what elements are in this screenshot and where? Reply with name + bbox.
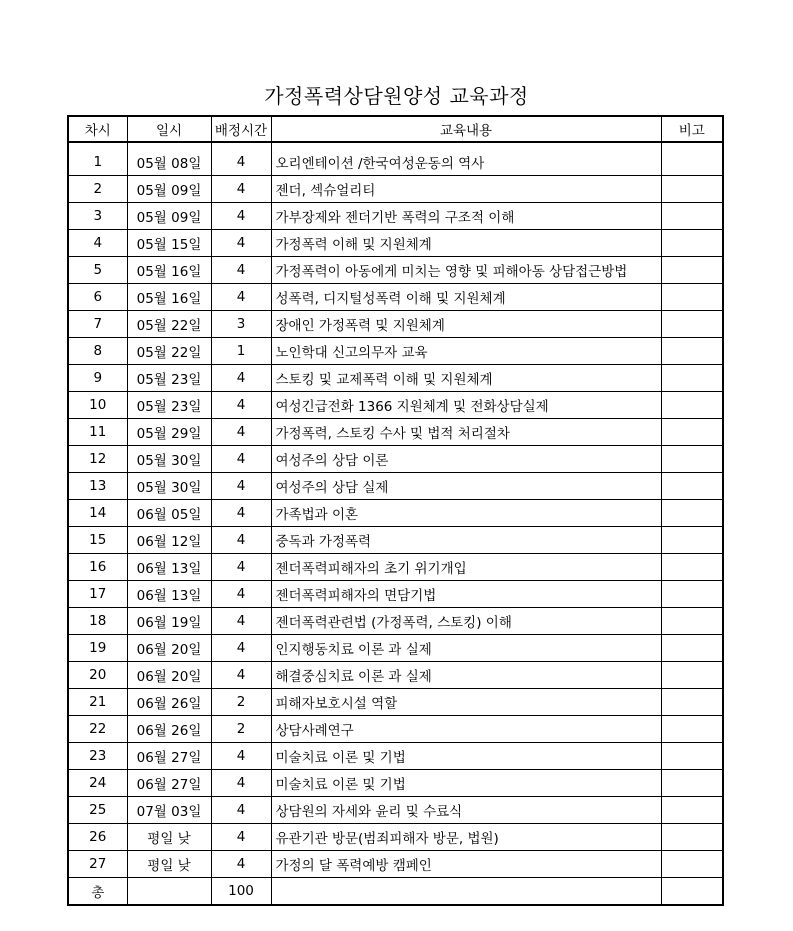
cell-session: 25 [68,797,127,824]
table-row [68,635,723,662]
cell-hours: 4 [211,257,271,284]
cell-note [661,500,723,527]
total-date [127,878,211,906]
cell-note [661,311,723,338]
cell-session: 9 [68,365,127,392]
cell-note [661,662,723,689]
table-row [68,689,723,716]
cell-session: 21 [68,689,127,716]
cell-note [661,149,723,176]
total-content [271,878,661,906]
cell-session: 6 [68,284,127,311]
cell-date: 05월 30일 [127,473,211,500]
table-row [68,257,723,284]
cell-session: 16 [68,554,127,581]
cell-date: 평일 낮 [127,824,211,851]
cell-note [661,608,723,635]
cell-note [661,338,723,365]
table-row [68,365,723,392]
table-row [68,149,723,176]
cell-content: 중독과 가정폭력 [271,527,661,554]
cell-hours: 4 [211,743,271,770]
cell-hours: 4 [211,608,271,635]
cell-content: 유관기관 방문(범죄피해자 방문, 법원) [271,824,661,851]
cell-session: 14 [68,500,127,527]
table-row [68,446,723,473]
table-row [68,743,723,770]
cell-session: 26 [68,824,127,851]
cell-date: 06월 05일 [127,500,211,527]
cell-note [661,743,723,770]
cell-hours: 4 [211,824,271,851]
cell-content: 가정폭력이 아동에게 미치는 영향 및 피해아동 상담접근방법 [271,257,661,284]
cell-content: 상담원의 자세와 윤리 및 수료식 [271,797,661,824]
cell-hours: 4 [211,365,271,392]
cell-content: 젠더, 섹슈얼리티 [271,176,661,203]
table-row [68,230,723,257]
cell-session: 3 [68,203,127,230]
cell-note [661,473,723,500]
cell-content: 젠더폭력관련법 (가정폭력, 스토킹) 이해 [271,608,661,635]
cell-note [661,365,723,392]
cell-note [661,446,723,473]
cell-content: 젠더폭력피해자의 초기 위기개입 [271,554,661,581]
cell-hours: 4 [211,581,271,608]
cell-date: 05월 09일 [127,176,211,203]
cell-session: 18 [68,608,127,635]
table-row [68,392,723,419]
table-header-row [68,116,723,142]
cell-session: 15 [68,527,127,554]
cell-hours: 4 [211,797,271,824]
cell-content: 인지행동치료 이론 과 실제 [271,635,661,662]
spacer-cell [211,142,271,149]
cell-hours: 4 [211,203,271,230]
table-row [68,311,723,338]
cell-date: 06월 20일 [127,635,211,662]
cell-note [661,230,723,257]
cell-hours: 4 [211,392,271,419]
cell-content: 가정폭력 이해 및 지원체계 [271,230,661,257]
cell-date: 05월 23일 [127,392,211,419]
cell-date: 평일 낮 [127,851,211,878]
total-label: 총 [68,878,127,906]
cell-date: 07월 03일 [127,797,211,824]
cell-session: 22 [68,716,127,743]
cell-content: 가족법과 이혼 [271,500,661,527]
cell-hours: 4 [211,473,271,500]
cell-session: 23 [68,743,127,770]
cell-content: 가정폭력, 스토킹 수사 및 법적 처리절차 [271,419,661,446]
page-title: 가정폭력상담원양성 교육과정 [264,84,529,108]
cell-note [661,797,723,824]
cell-session: 20 [68,662,127,689]
cell-content: 젠더폭력피해자의 면담기법 [271,581,661,608]
cell-hours: 4 [211,635,271,662]
cell-hours: 4 [211,230,271,257]
cell-content: 가부장제와 젠더기반 폭력의 구조적 이해 [271,203,661,230]
table-row [68,608,723,635]
cell-date: 06월 20일 [127,662,211,689]
cell-session: 1 [68,149,127,176]
cell-date: 05월 23일 [127,365,211,392]
cell-note [661,203,723,230]
cell-content: 해결중심치료 이론 과 실제 [271,662,661,689]
spacer-cell [271,142,661,149]
table-row [68,770,723,797]
cell-session: 2 [68,176,127,203]
table-row [68,203,723,230]
total-row [68,878,723,906]
table-row [68,419,723,446]
cell-hours: 4 [211,284,271,311]
curriculum-table [67,115,724,906]
cell-date: 06월 12일 [127,527,211,554]
cell-hours: 4 [211,149,271,176]
table-row [68,527,723,554]
table-row [68,581,723,608]
header-note: 비고 [661,116,723,142]
spacer-cell [661,142,723,149]
cell-session: 19 [68,635,127,662]
cell-hours: 2 [211,689,271,716]
cell-hours: 4 [211,419,271,446]
cell-note [661,257,723,284]
cell-hours: 4 [211,770,271,797]
cell-hours: 4 [211,554,271,581]
cell-session: 5 [68,257,127,284]
spacer-row [68,142,723,149]
cell-hours: 4 [211,446,271,473]
cell-hours: 1 [211,338,271,365]
cell-session: 17 [68,581,127,608]
spacer-cell [68,142,127,149]
cell-content: 노인학대 신고의무자 교육 [271,338,661,365]
cell-note [661,824,723,851]
cell-note [661,284,723,311]
table-row [68,662,723,689]
table-row [68,284,723,311]
table-row [68,176,723,203]
table-row [68,554,723,581]
cell-hours: 4 [211,176,271,203]
cell-content: 가정의 달 폭력예방 캠페인 [271,851,661,878]
cell-date: 05월 22일 [127,311,211,338]
cell-date: 05월 16일 [127,257,211,284]
cell-note [661,581,723,608]
table-row [68,797,723,824]
cell-date: 06월 13일 [127,554,211,581]
cell-content: 오리엔테이션 /한국여성운동의 역사 [271,149,661,176]
table-row [68,473,723,500]
cell-content: 미술치료 이론 및 기법 [271,743,661,770]
cell-note [661,392,723,419]
total-hours: 100 [211,878,271,906]
cell-date: 06월 27일 [127,743,211,770]
cell-note [661,176,723,203]
cell-content: 피해자보호시설 역할 [271,689,661,716]
cell-date: 05월 29일 [127,419,211,446]
cell-content: 성폭력, 디지털성폭력 이해 및 지원체계 [271,284,661,311]
table-row [68,824,723,851]
cell-note [661,851,723,878]
header-content: 교육내용 [271,116,661,142]
cell-session: 11 [68,419,127,446]
cell-content: 장애인 가정폭력 및 지원체계 [271,311,661,338]
cell-session: 8 [68,338,127,365]
cell-content: 여성주의 상담 이론 [271,446,661,473]
cell-session: 10 [68,392,127,419]
cell-session: 7 [68,311,127,338]
cell-content: 스토킹 및 교제폭력 이해 및 지원체계 [271,365,661,392]
cell-content: 여성주의 상담 실제 [271,473,661,500]
cell-note [661,716,723,743]
cell-date: 06월 19일 [127,608,211,635]
cell-note [661,419,723,446]
cell-note [661,635,723,662]
cell-date: 06월 26일 [127,716,211,743]
cell-hours: 4 [211,527,271,554]
cell-date: 05월 09일 [127,203,211,230]
cell-note [661,770,723,797]
cell-content: 상담사례연구 [271,716,661,743]
table-row [68,851,723,878]
cell-date: 05월 15일 [127,230,211,257]
cell-date: 05월 30일 [127,446,211,473]
cell-note [661,527,723,554]
cell-session: 27 [68,851,127,878]
cell-date: 06월 13일 [127,581,211,608]
table-row [68,338,723,365]
cell-date: 06월 26일 [127,689,211,716]
table-row [68,500,723,527]
header-hours: 배정시간 [211,116,271,142]
cell-hours: 4 [211,662,271,689]
spacer-cell [127,142,211,149]
cell-session: 24 [68,770,127,797]
cell-content: 여성긴급전화 1366 지원체계 및 전화상담실제 [271,392,661,419]
total-note [661,878,723,906]
cell-hours: 4 [211,500,271,527]
table-body [68,142,723,905]
cell-hours: 2 [211,716,271,743]
cell-date: 06월 27일 [127,770,211,797]
cell-date: 05월 16일 [127,284,211,311]
cell-note [661,689,723,716]
cell-hours: 4 [211,851,271,878]
cell-session: 4 [68,230,127,257]
header-date: 일시 [127,116,211,142]
header-session: 차시 [68,116,127,142]
cell-note [661,554,723,581]
table-row [68,716,723,743]
cell-hours: 3 [211,311,271,338]
cell-date: 05월 08일 [127,149,211,176]
cell-date: 05월 22일 [127,338,211,365]
cell-session: 13 [68,473,127,500]
cell-session: 12 [68,446,127,473]
cell-content: 미술치료 이론 및 기법 [271,770,661,797]
